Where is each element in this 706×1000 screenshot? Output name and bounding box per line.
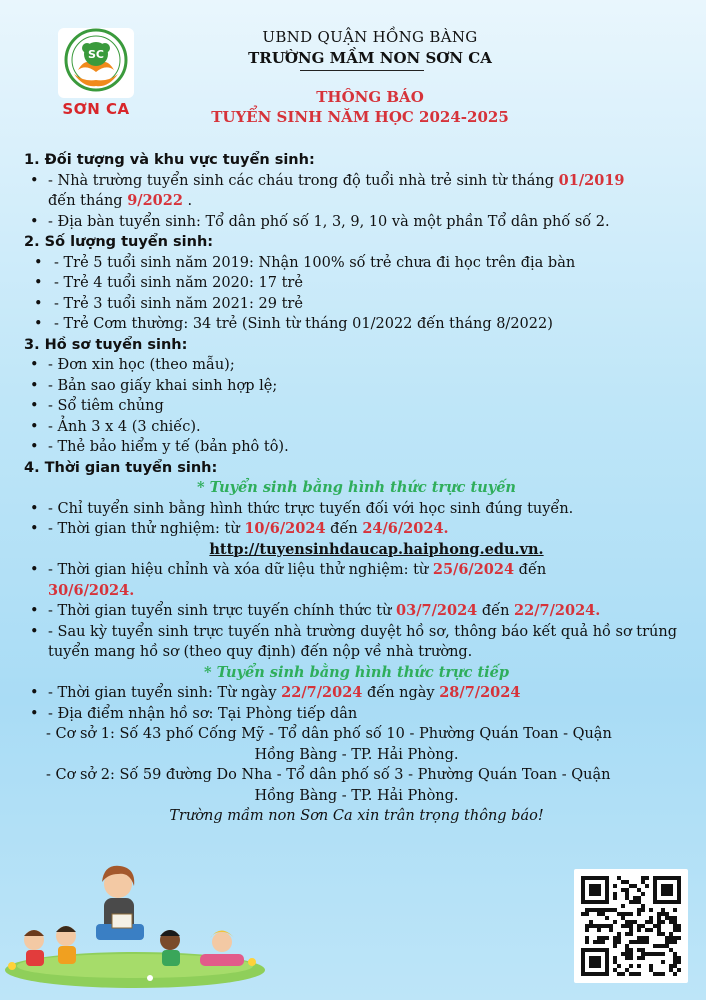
date-highlight: 01/2019 xyxy=(558,171,625,189)
section-heading: 3. Hồ sơ tuyển sinh: xyxy=(24,336,188,353)
list-item: • - Bản sao giấy khai sinh hợp lệ; xyxy=(24,376,689,397)
school-name: TRƯỜNG MẦM NON SƠN CA xyxy=(248,49,492,67)
date-highlight: 03/7/2024 xyxy=(396,602,478,619)
date-highlight: 25/6/2024 xyxy=(432,561,515,578)
qr-code-icon xyxy=(574,869,688,983)
online-subheading: * Tuyển sinh bằng hình thức trực tuyến xyxy=(197,479,516,496)
kids-reading-illustration xyxy=(0,862,270,990)
logo-name: SƠN CA xyxy=(62,100,130,118)
section-heading: 4. Thời gian tuyển sinh: xyxy=(24,459,218,476)
list-item: • - Địa bàn tuyển sinh: Tổ dân phố số 1, 3, 9, 10 và một phần Tổ dân phố số 2. xyxy=(24,212,689,233)
date-highlight: 10/6/2024 xyxy=(244,520,326,537)
list-item: • - Ảnh 3 x 4 (3 chiếc). xyxy=(24,417,689,438)
list-item: • - Địa điểm nhận hồ sơ: Tại Phòng tiếp dân xyxy=(24,704,689,725)
item-text: - Nhà trường tuyển sinh các cháu trong độ tuổi nhà trẻ sinh từ tháng xyxy=(48,172,559,189)
list-item xyxy=(24,560,689,601)
date-highlight: 22/7/2024 xyxy=(281,684,363,701)
date-highlight: 30/6/2024. xyxy=(48,581,135,599)
link-end: . xyxy=(538,540,544,558)
campus-2-address: - Cơ sở 2: Số 59 đường Do Nha - Tổ dân phố số 3 - Phường Quán Toan - Quận xyxy=(46,767,611,783)
list-item: • - Trẻ 4 tuổi sinh năm 2020: 17 trẻ xyxy=(24,273,689,294)
item-text: đến xyxy=(514,562,547,578)
list-item: • - Chỉ tuyển sinh bằng hình thức trực tuyến đối với học sinh đúng tuyển. xyxy=(24,499,689,520)
list-item: • - Sau kỳ tuyển sinh trực tuyến nhà trường duyệt hồ sơ, thông báo kết quả hồ sơ trúng tuyển mang hồ sơ (theo quy định) đến nộp về nhà trường. xyxy=(24,622,689,663)
campus-1-address: - Cơ sở 1: Số 43 phố Cống Mỹ - Tổ dân phố số 10 - Phường Quán Toan - Quận xyxy=(46,726,612,742)
item-text: - Thời gian hiệu chỉnh và xóa dữ liệu thử nghiệm: từ xyxy=(48,562,433,578)
campus-1-city: Hồng Bàng - TP. Hải Phòng. xyxy=(254,746,459,763)
item-text: - Thời gian tuyển sinh: Từ ngày xyxy=(48,685,282,701)
date-highlight: 28/7/2024 xyxy=(439,684,521,701)
list-item: • - Sổ tiêm chủng xyxy=(24,396,689,417)
list-item: • - Thẻ bảo hiểm y tế (bản phô tô). xyxy=(24,437,689,458)
list-item: • - Đơn xin học (theo mẫu); xyxy=(24,355,689,376)
logo-emblem-icon xyxy=(56,26,136,100)
district-name: UBND QUẬN HỒNG BÀNG xyxy=(262,28,478,46)
direct-subheading: * Tuyển sinh bằng hình thức trực tiếp xyxy=(203,663,510,681)
notice-content xyxy=(24,150,689,827)
list-item xyxy=(24,601,689,622)
item-text: - Thời gian thử nghiệm: từ xyxy=(48,521,245,537)
list-item: • - Trẻ 5 tuổi sinh năm 2019: Nhận 100% số trẻ chưa đi học trên địa bàn xyxy=(24,253,689,274)
section-heading: 2. Số lượng tuyển sinh: xyxy=(24,234,214,250)
item-text: đến ngày xyxy=(362,685,440,701)
item-text: đến xyxy=(477,603,515,619)
date-highlight: 22/7/2024. xyxy=(514,602,601,619)
item-text: đến xyxy=(325,521,363,537)
section-heading: 1. Đối tượng và khu vực tuyển sinh: xyxy=(24,152,315,168)
item-text: - Thời gian tuyển sinh trực tuyến chính thức từ xyxy=(48,603,397,619)
notice-subtitle: TUYỂN SINH NĂM HỌC 2024-2025 xyxy=(211,108,509,126)
logo-center-text: SC xyxy=(88,48,104,61)
notice-title: THÔNG BÁO xyxy=(316,88,424,106)
item-text: đến tháng xyxy=(48,193,128,209)
item-text: . xyxy=(182,193,193,209)
list-item xyxy=(24,519,689,540)
date-highlight: 24/6/2024. xyxy=(362,520,449,537)
header-underline xyxy=(300,70,424,71)
list-item xyxy=(24,683,689,704)
kids-reading-icon xyxy=(0,862,270,990)
closing-text: Trường mầm non Sơn Ca xin trân trọng thông báo! xyxy=(169,808,544,824)
qr-code[interactable] xyxy=(574,869,688,983)
list-item xyxy=(24,171,689,212)
registration-link[interactable] xyxy=(24,540,689,561)
link-text[interactable]: http://tuyensinhdaucap.haiphong.edu.vn xyxy=(209,540,539,558)
campus-2-city: Hồng Bàng - TP. Hải Phòng. xyxy=(254,787,459,804)
date-highlight: 9/2022 xyxy=(127,192,183,209)
list-item: • - Trẻ Cơm thường: 34 trẻ (Sinh từ tháng 01/2022 đến tháng 8/2022) xyxy=(24,314,689,335)
list-item: • - Trẻ 3 tuổi sinh năm 2021: 29 trẻ xyxy=(24,294,689,315)
